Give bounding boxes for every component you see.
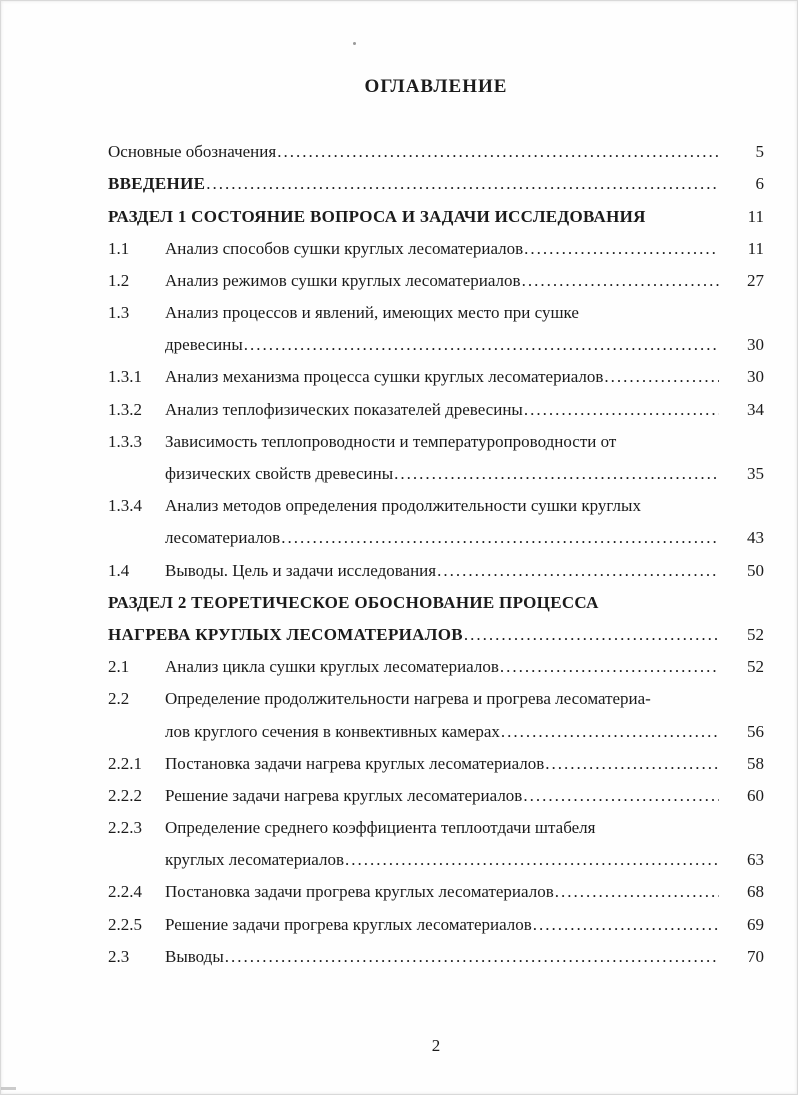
toc-entry-line [108,805,764,837]
toc-entry-title: Решение задачи прогрева круглых лесоматериалов [165,914,532,934]
toc-entry-line [108,644,764,676]
toc-entry-title: древесины [165,335,243,355]
dot-leader [225,947,719,966]
toc-list [108,129,764,966]
toc-entry-title: Постановка задачи нагрева круглых лесоматериалов [165,753,545,773]
toc-entry-title: Анализ механизма процесса сушки круглых лесоматериалов [165,367,604,387]
dot-leader [206,174,719,193]
toc-entry-title: лов круглого сечения в конвективных камерах [165,721,500,741]
toc-entry-line [108,226,764,258]
scan-speck [353,42,356,45]
toc-entry-line [108,322,764,354]
toc-entry-title: РАЗДЕЛ 2 ТЕОРЕТИЧЕСКОЕ ОБОСНОВАНИЕ ПРОЦЕССА [108,592,599,612]
toc-entry-title: Определение продолжительности нагрева и прогрева лесоматериа- [165,689,651,709]
toc-entry-line [108,837,764,869]
toc-entry-line [108,580,764,612]
toc-entry-number: 2.3 [108,946,130,966]
toc-entry-line [108,612,764,644]
toc-entry-title: Определение среднего коэффициента теплоотдачи штабеля [165,818,596,838]
toc-entry-line [108,708,764,740]
dot-leader [545,754,719,773]
toc-entry-title: Выводы [165,946,224,966]
toc-entry-page: 56 [747,721,764,741]
toc-entry-title: РАЗДЕЛ 1 СОСТОЯНИЕ ВОПРОСА И ЗАДАЧИ ИССЛЕДОВАНИЯ [108,206,646,226]
dot-leader [522,271,719,290]
toc-entry-line [108,419,764,451]
toc-entry-number: 2.2.4 [108,882,142,902]
toc-entry-page: 70 [747,946,764,966]
dot-leader [244,335,719,354]
toc-entry-line [108,869,764,901]
toc-entry-line [108,161,764,193]
toc-entry-number: 2.2.2 [108,785,142,805]
toc-entry-title: Анализ процессов и явлений, имеющих место при сушке [165,303,579,323]
toc-entry-page: 50 [747,560,764,580]
toc-entry-line [108,547,764,579]
dot-leader [281,528,719,547]
dot-leader [501,722,719,741]
toc-entry-title: Анализ цикла сушки круглых лесоматериалов [165,657,499,677]
dot-leader [533,915,719,934]
dot-leader [464,625,719,644]
toc-entry-page: 30 [747,367,764,387]
toc-entry-page: 6 [755,174,764,194]
toc-entry-number: 1.2 [108,270,130,290]
dot-leader [500,657,719,676]
toc-entry-line [108,902,764,934]
toc-entry-page: 30 [747,335,764,355]
toc-entry-line [108,741,764,773]
toc-entry-page: 63 [747,850,764,870]
toc-entry-line [108,773,764,805]
toc-entry-title: Анализ способов сушки круглых лесоматериалов [165,238,524,258]
toc-entry-title: Основные обозначения [108,142,277,162]
toc-entry-number: 1.3.3 [108,431,142,451]
toc-entry-title: Выводы. Цель и задачи исследования [165,560,437,580]
toc-entry-page: 58 [747,753,764,773]
toc-entry-line [108,515,764,547]
dot-leader [437,561,719,580]
toc-entry-line [108,676,764,708]
toc-entry-line [108,354,764,386]
toc-entry-title: физических свойств древесины [165,464,394,484]
toc-entry-number: 2.2 [108,689,130,709]
toc-entry-page: 69 [747,914,764,934]
dot-leader [604,367,719,386]
dot-leader [524,239,719,258]
toc-entry-title: ВВЕДЕНИЕ [108,174,206,194]
scan-edge-smudge [1,1087,16,1090]
toc-entry-line [108,258,764,290]
toc-entry-title: круглых лесоматериалов [165,850,344,870]
toc-entry-number: 2.2.3 [108,818,142,838]
toc-entry-title: НАГРЕВА КРУГЛЫХ ЛЕСОМАТЕРИАЛОВ [108,624,463,644]
toc-entry-line [108,483,764,515]
toc-entry-line [108,290,764,322]
toc-entry-page: 52 [747,657,764,677]
toc-entry-number: 2.2.5 [108,914,142,934]
toc-entry-page: 5 [755,142,764,162]
toc-entry-number: 1.3 [108,303,130,323]
toc-entry-number: 2.1 [108,657,130,677]
toc-entry-number: 1.3.2 [108,399,142,419]
toc-entry-number: 1.3.1 [108,367,142,387]
toc-entry-line [108,387,764,419]
toc-entry-page: 34 [747,399,764,419]
toc-entry-title: Анализ методов определения продолжительности сушки круглых [165,496,641,516]
toc-entry-line [108,451,764,483]
toc-entry-page: 60 [747,785,764,805]
toc-entry-line [108,129,764,161]
toc-entry-title: Анализ режимов сушки круглых лесоматериалов [165,270,521,290]
dot-leader [394,464,719,483]
toc-entry-number: 2.2.1 [108,753,142,773]
dot-leader [277,142,719,161]
toc-entry-page: 43 [747,528,764,548]
toc-entry-page: 11 [747,238,764,258]
toc-entry-title: Анализ теплофизических показателей древесины [165,399,523,419]
page-title: ОГЛАВЛЕНИЕ [364,76,508,97]
dot-leader [555,882,719,901]
toc-entry-page: 11 [747,206,764,226]
page-content [1,1,797,966]
toc-entry-line [108,193,764,225]
toc-entry-page: 27 [747,270,764,290]
toc-entry-title: Постановка задачи прогрева круглых лесоматериалов [165,882,554,902]
dot-leader [523,786,719,805]
dot-leader [345,850,719,869]
toc-entry-title: лесоматериалов [165,528,281,548]
footer-page-number: 2 [431,1036,441,1055]
toc-entry-page: 52 [747,624,764,644]
toc-entry-title: Зависимость теплопроводности и температуропроводности от [165,431,617,451]
toc-entry-number: 1.4 [108,560,130,580]
toc-entry-page: 35 [747,464,764,484]
toc-entry-number: 1.1 [108,238,130,258]
toc-entry-line [108,934,764,966]
dot-leader [524,400,719,419]
toc-entry-title: Решение задачи нагрева круглых лесоматериалов [165,785,523,805]
toc-entry-page: 68 [747,882,764,902]
toc-entry-number: 1.3.4 [108,496,142,516]
